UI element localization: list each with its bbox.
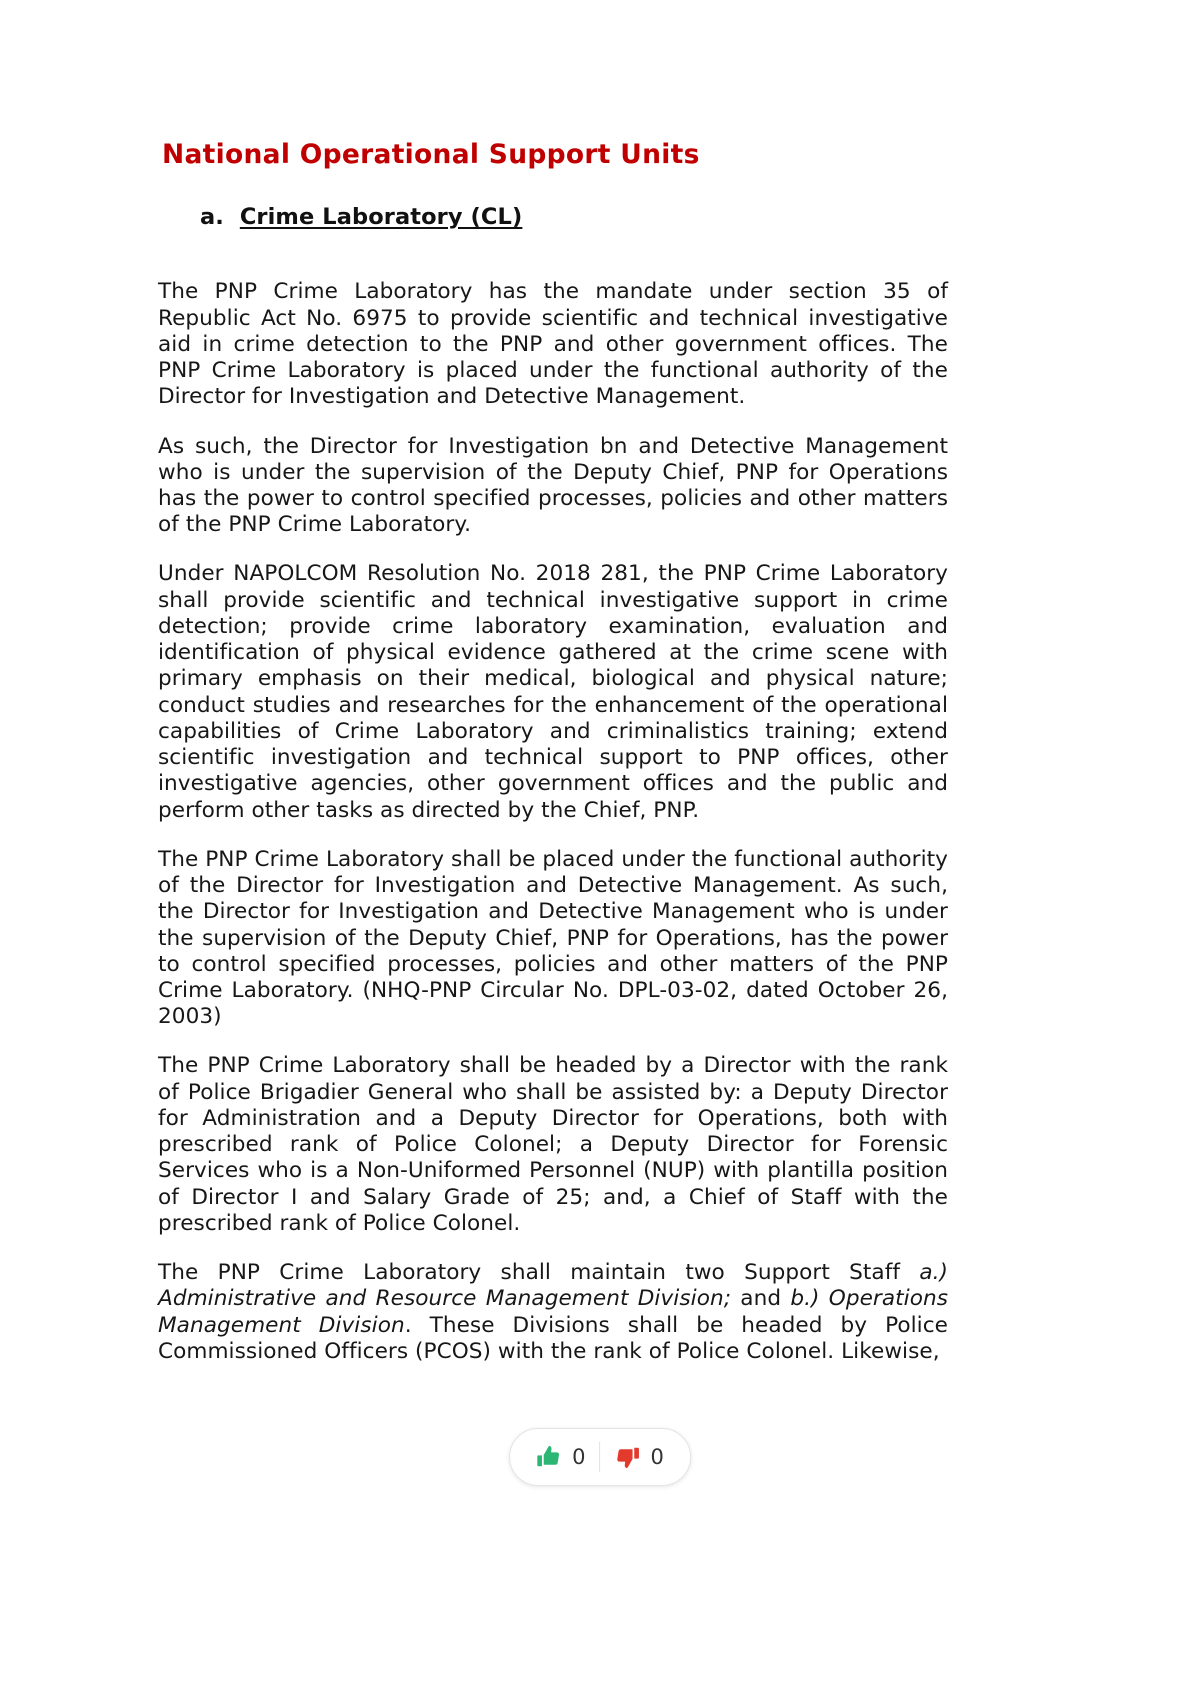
upvote-control[interactable] bbox=[536, 1444, 585, 1470]
paragraph-6-mid: and bbox=[731, 1286, 791, 1312]
paragraph-3: Under NAPOLCOM Resolution No. 2018 281, the PNP Crime Laboratory shall provide scientific and technical investigative support in crime detection; provide crime laboratory examination, evaluation and identification of physical evidence gathered at the crime scene with primary emphasis on their medical, biological and physical nature; conduct studies and researches for the enhancement of the operational capabilities of Crime Laboratory and criminalistics training; extend scientific investigation and technical support to PNP offices, other investigative agencies, other government offices and the public and perform other tasks as directed by the Chief, PNP. bbox=[158, 561, 948, 823]
section-heading-marker: a. bbox=[200, 204, 224, 231]
paragraph-2: As such, the Director for Investigation bn and Detective Management who is under the supervision of the Deputy Chief, PNP for Operations has the power to control specified processes, policies and other matters of the PNP Crime Laboratory. bbox=[158, 433, 948, 538]
downvote-count: 0 bbox=[650, 1444, 664, 1469]
paragraph-6 bbox=[158, 1260, 948, 1365]
paragraph-6-italic-division-b: b.) Operations Management Division bbox=[158, 1286, 948, 1338]
paragraph-5: The PNP Crime Laboratory shall be headed by a Director with the rank of Police Brigadier General who shall be assisted by: a Deputy Director for Administration and a Deputy Director for Operations, both with prescribed rank of Police Colonel; a Deputy Director for Forensic Services who is a Non-Uniformed Personnel (NUP) with plantilla position of Director I and Salary Grade of 25; and, a Chief of Staff with the prescribed rank of Police Colonel. bbox=[158, 1053, 948, 1236]
paragraph-6-tail: . These Divisions shall be headed by Police Commissioned Officers (PCOS) with the rank of Police Colonel. Likewise, bbox=[158, 1312, 948, 1364]
vote-divider bbox=[600, 1442, 601, 1472]
thumbs-up-icon[interactable] bbox=[536, 1444, 562, 1470]
upvote-count: 0 bbox=[572, 1444, 586, 1469]
paragraph-4: The PNP Crime Laboratory shall be placed under the functional authority of the Director for Investigation and Detective Management. As such, the Director for Investigation and Detective Management who is under the supervision of the Deputy Chief, PNP for Operations, has the power to control specified processes, policies and other matters of the PNP Crime Laboratory. (NHQ-PNP Circular No. DPL-03-02, dated October 26, 2003) bbox=[158, 846, 948, 1030]
section-heading-label: Crime Laboratory (CL) bbox=[239, 204, 523, 231]
paragraph-6-italic-division-a: a.) Administrative and Resource Management Division; bbox=[158, 1260, 948, 1312]
downvote-control[interactable] bbox=[615, 1444, 664, 1470]
page-title: National Operational Support Units bbox=[162, 139, 700, 170]
section-heading bbox=[200, 203, 948, 232]
paragraph-6-lead: The PNP Crime Laboratory shall maintain two Support Staff bbox=[158, 1260, 920, 1286]
document-content bbox=[158, 138, 948, 1365]
thumbs-down-icon[interactable] bbox=[615, 1444, 641, 1470]
vote-widget bbox=[509, 1428, 691, 1486]
paragraph-1: The PNP Crime Laboratory has the mandate under section 35 of Republic Act No. 6975 to provide scientific and technical investigative aid in crime detection to the PNP and other government offices. The PNP Crime Laboratory is placed under the functional authority of the Director for Investigation and Detective Management. bbox=[158, 279, 948, 410]
